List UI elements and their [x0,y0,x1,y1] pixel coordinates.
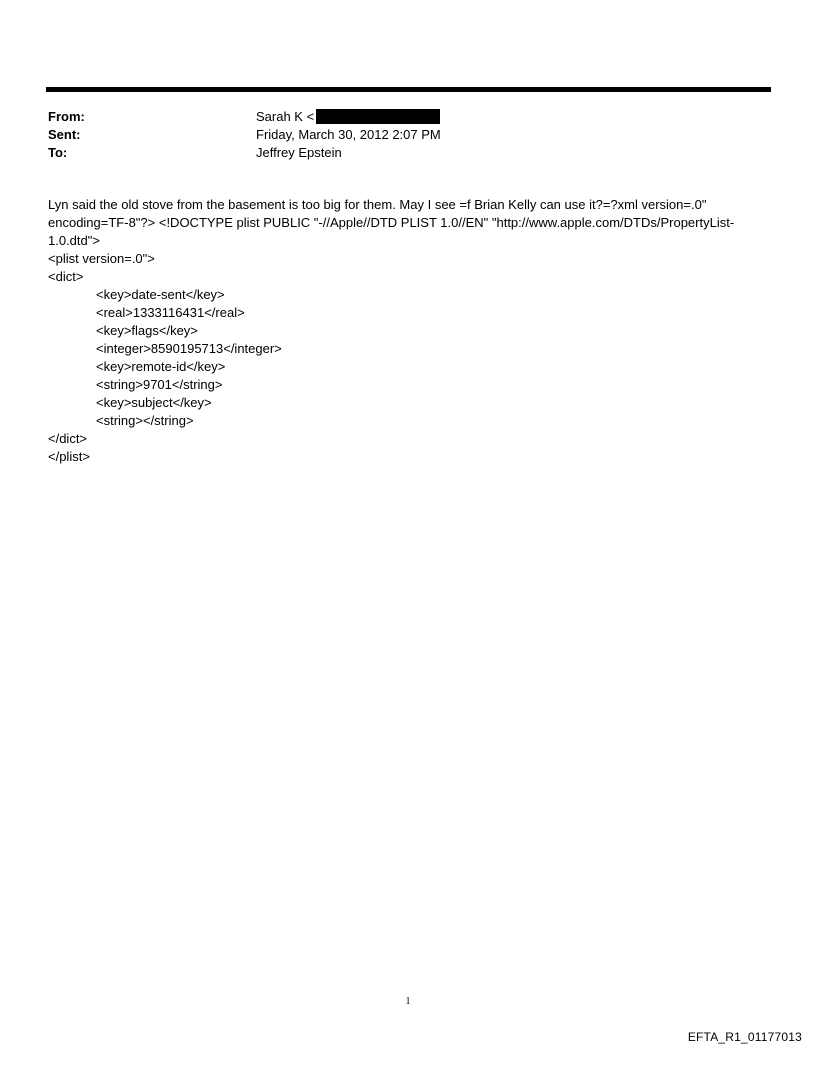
sent-row [48,126,768,144]
dict-line: <key>date-sent</key> [96,287,225,302]
dict-line: <string></string> [96,413,194,428]
dict-line: <string>9701</string> [96,377,223,392]
from-label: From: [48,109,85,124]
from-value [256,108,768,126]
body-line: 1.0.dtd"> [48,233,100,248]
redaction-box [316,109,440,124]
sent-label: Sent: [48,127,81,142]
to-value: Jeffrey Epstein [256,145,342,160]
header-divider [46,87,771,92]
body-line: <plist version=.0"> [48,251,155,266]
body-line: </dict> [48,431,88,446]
to-label: To: [48,145,68,160]
email-header [48,108,768,162]
dict-line: <integer>8590195713</integer> [96,341,282,356]
page-number: 1 [405,996,411,1007]
dict-line: <real>1333116431</real> [96,305,245,320]
dict-line: <key>remote-id</key> [96,359,226,374]
dict-line: <key>subject</key> [96,395,212,410]
sent-value: Friday, March 30, 2012 2:07 PM [256,127,441,142]
from-row [48,108,768,126]
document-id: EFTA_R1_01177013 [687,1030,802,1044]
body-line: <dict> [48,269,84,284]
body-line: encoding=TF-8"?> <!DOCTYPE plist PUBLIC "-//Apple//DTD PLIST 1.0//EN" "http://www.apple.com/DTDs/PropertyList- [48,215,735,230]
dict-line: <key>flags</key> [96,323,198,338]
to-row [48,144,768,162]
from-sender: Sarah K < [256,109,315,124]
email-body [48,196,770,466]
body-line: </plist> [48,449,90,464]
body-line: Lyn said the old stove from the basement is too big for them. May I see =f Brian Kelly can use it?=?xml version=.0" [48,197,707,212]
